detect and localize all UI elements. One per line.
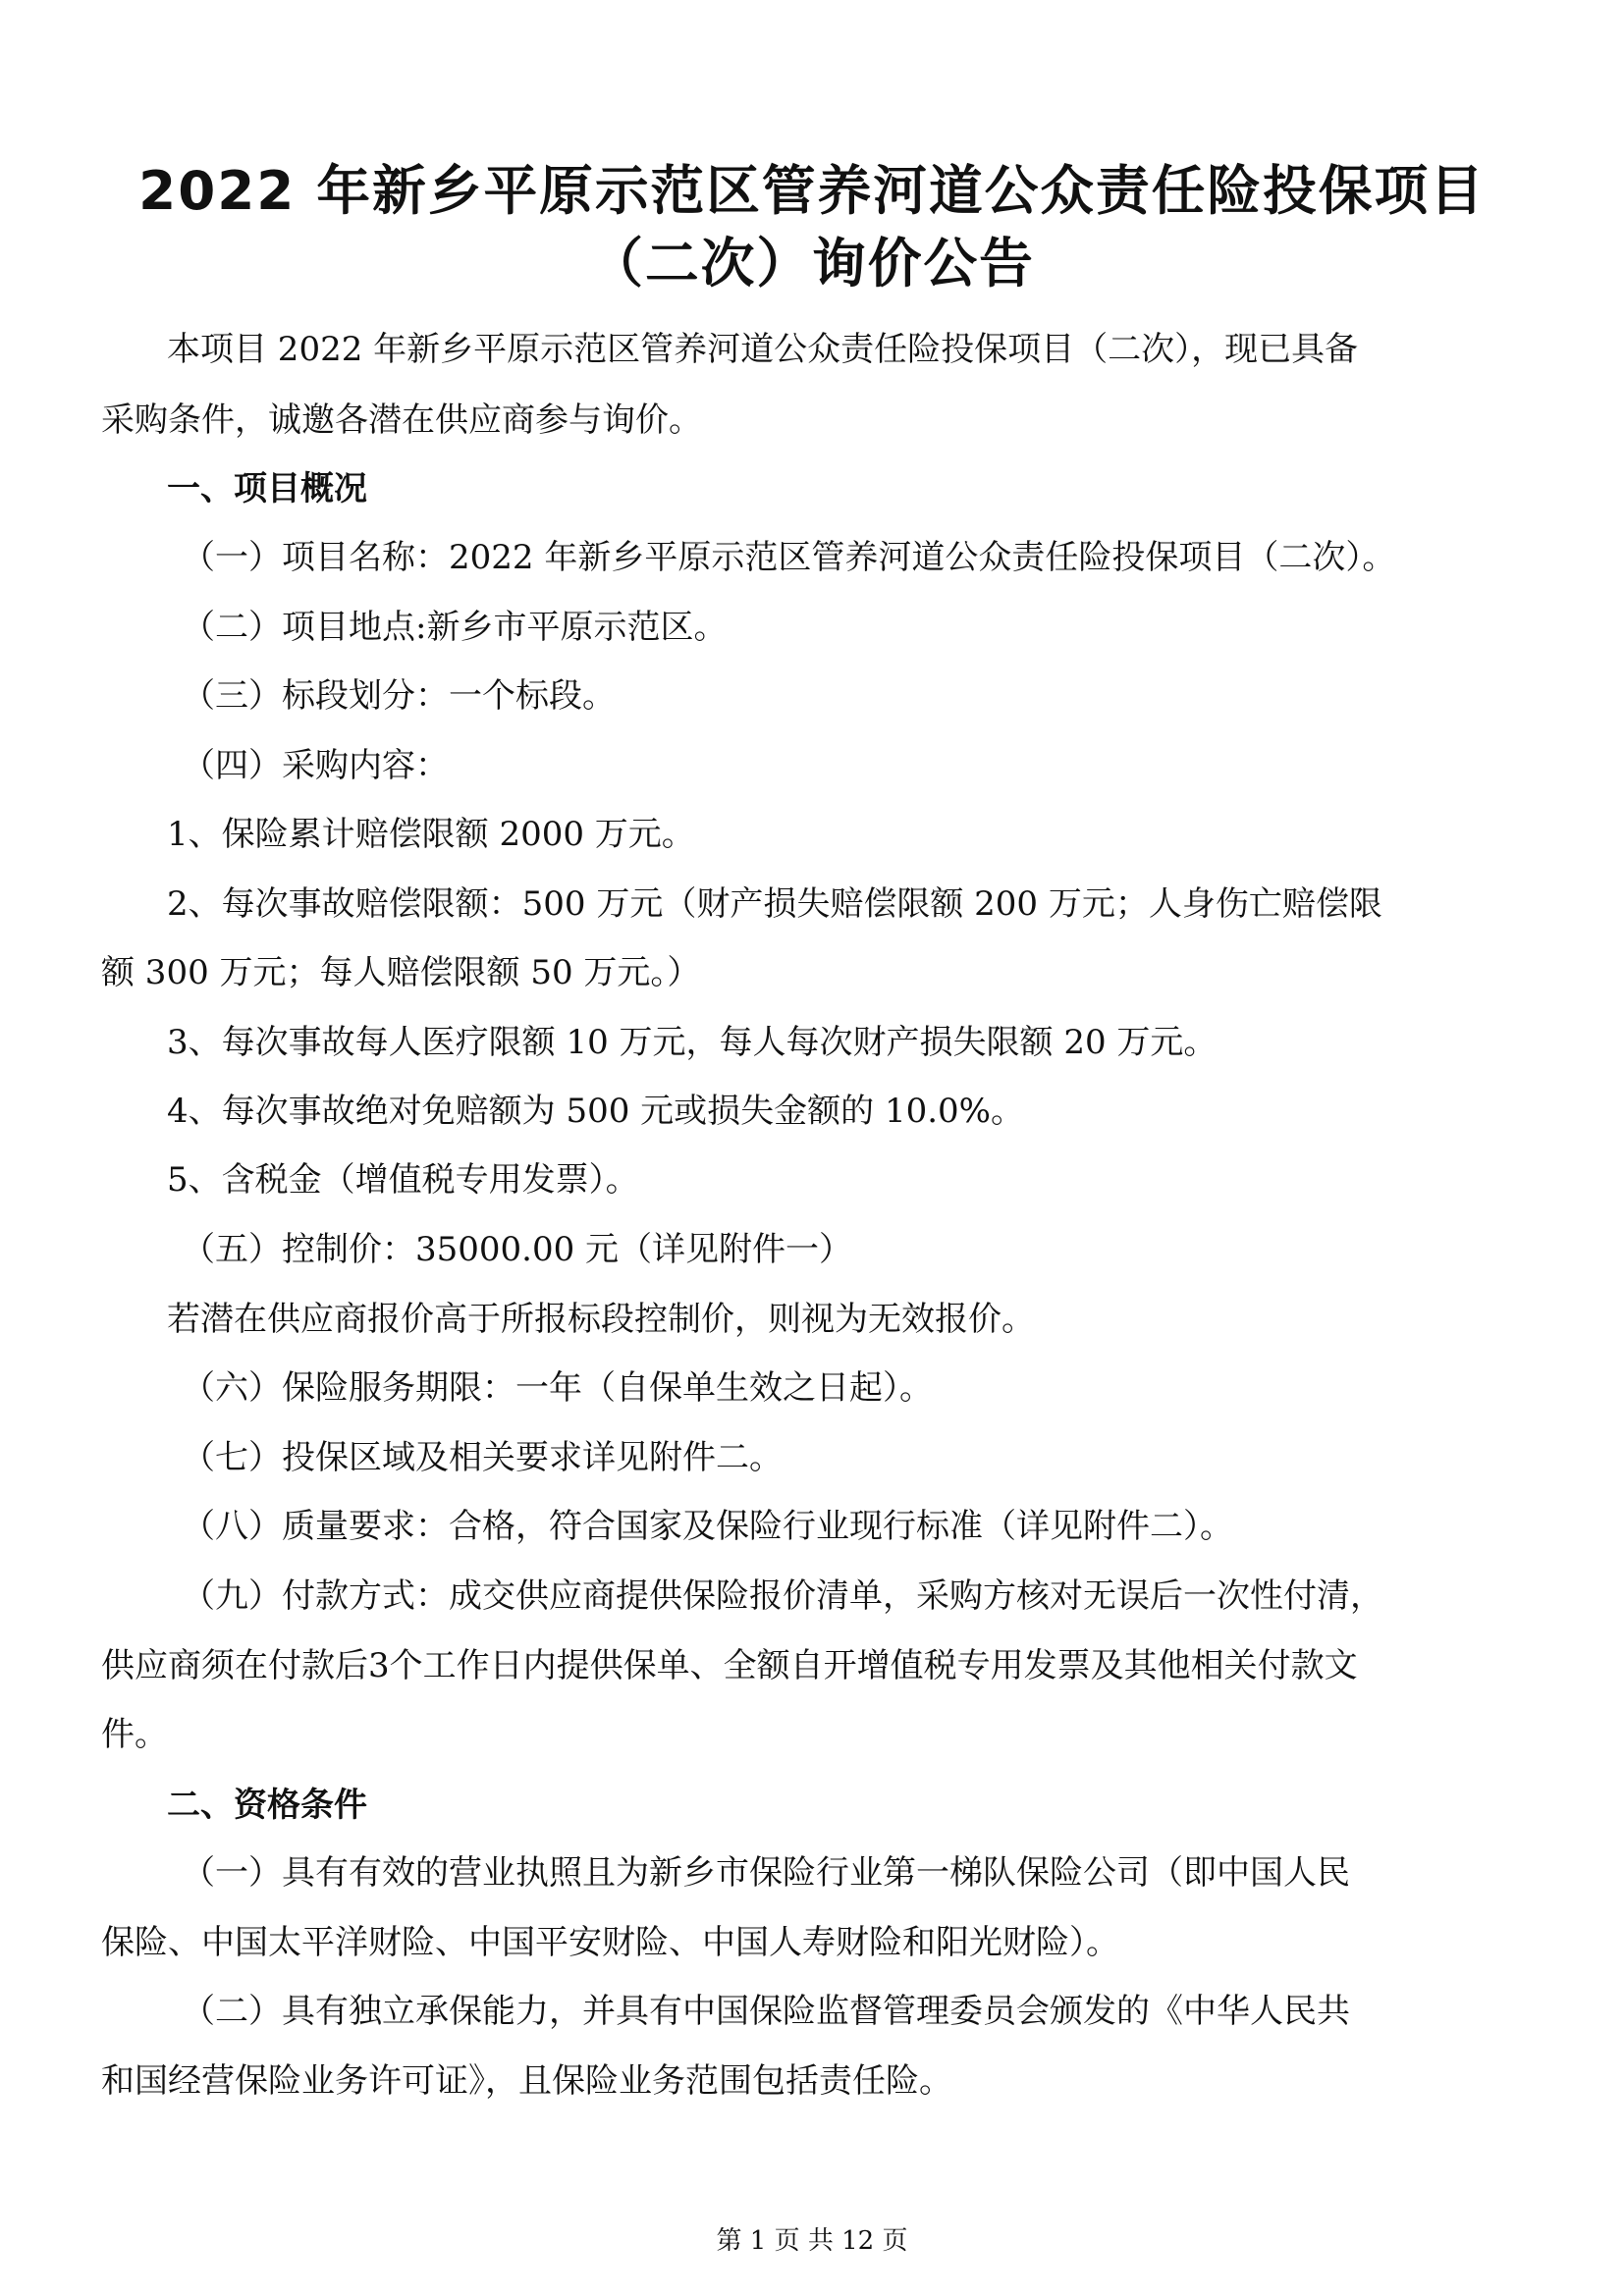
intro-text-1: 本项目 2022 年新乡平原示范区管养河道公众责任险投保项目（二次），现已具备 <box>167 330 1359 369</box>
project-location-text: （二）项目地点:新乡市平原示范区。 <box>182 608 728 647</box>
qualification-2-text-1: （二）具有独立承保能力，并具有中国保险监督管理委员会颁发的《中华人民共 <box>182 1992 1350 2031</box>
intro-text-2: 采购条件，诚邀各潜在供应商参与询价。 <box>101 400 702 440</box>
content-item-1-text: 1、保险累计赔偿限额 2000 万元。 <box>167 815 695 854</box>
service-period-text: （六）保险服务期限：一年（自保单生效之日起）。 <box>182 1368 933 1408</box>
procurement-content-heading-text: （四）采购内容： <box>182 746 449 785</box>
content-item-2-text-2: 额 300 万元；每人赔偿限额 50 万元。） <box>101 953 701 992</box>
payment-method-text-3: 件。 <box>101 1715 168 1754</box>
qualification-1-text-2: 保险、中国太平洋财险、中国平安财险、中国人寿财险和阳光财险）。 <box>101 1923 1119 1962</box>
project-name-text: （一）项目名称：2022 年新乡平原示范区管养河道公众责任险投保项目（二次）。 <box>182 538 1396 577</box>
document-title-line-1: 2022 年新乡平原示范区管养河道公众责任险投保项目 <box>138 159 1486 222</box>
document-title-line-2: （二次）询价公告 <box>589 232 1035 294</box>
control-price-text: （五）控制价：35000.00 元（详见附件一） <box>182 1230 853 1269</box>
invalid-quote-text: 若潜在供应商报价高于所报标段控制价，则视为无效报价。 <box>167 1300 1035 1339</box>
payment-method-text-2: 供应商须在付款后3个工作日内提供保单、全额自开增值税专用发票及其他相关付款文 <box>101 1646 1358 1685</box>
quality-requirement-text: （八）质量要求：合格，符合国家及保险行业现行标准（详见附件二）。 <box>182 1507 1233 1546</box>
insured-region-text: （七）投保区域及相关要求详见附件二。 <box>182 1438 783 1477</box>
section-2-heading-text: 二、资格条件 <box>167 1786 367 1825</box>
content-item-2-text-1: 2、每次事故赔偿限额：500 万元（财产损失赔偿限额 200 万元；人身伤亡赔偿限 <box>167 884 1382 924</box>
content-item-3-text: 3、每次事故每人医疗限额 10 万元，每人每次财产损失限额 20 万元。 <box>167 1023 1218 1062</box>
section-1-heading-text: 一、项目概况 <box>167 469 367 508</box>
qualification-1-text-1: （一）具有有效的营业执照且为新乡市保险行业第一梯队保险公司（即中国人民 <box>182 1853 1350 1893</box>
qualification-2-text-2: 和国经营保险业务许可证》，且保险业务范围包括责任险。 <box>101 2061 952 2101</box>
lot-division-text: （三）标段划分：一个标段。 <box>182 676 616 716</box>
content-item-4-text: 4、每次事故绝对免赔额为 500 元或损失金额的 10.0%。 <box>167 1092 1024 1131</box>
content-item-5-text: 5、含税金（增值税专用发票）。 <box>167 1160 639 1200</box>
page-number-footer: 第 1 页 共 12 页 <box>716 2226 908 2256</box>
payment-method-text-1: （九）付款方式：成交供应商提供保险报价清单，采购方核对无误后一次性付清， <box>182 1576 1383 1616</box>
